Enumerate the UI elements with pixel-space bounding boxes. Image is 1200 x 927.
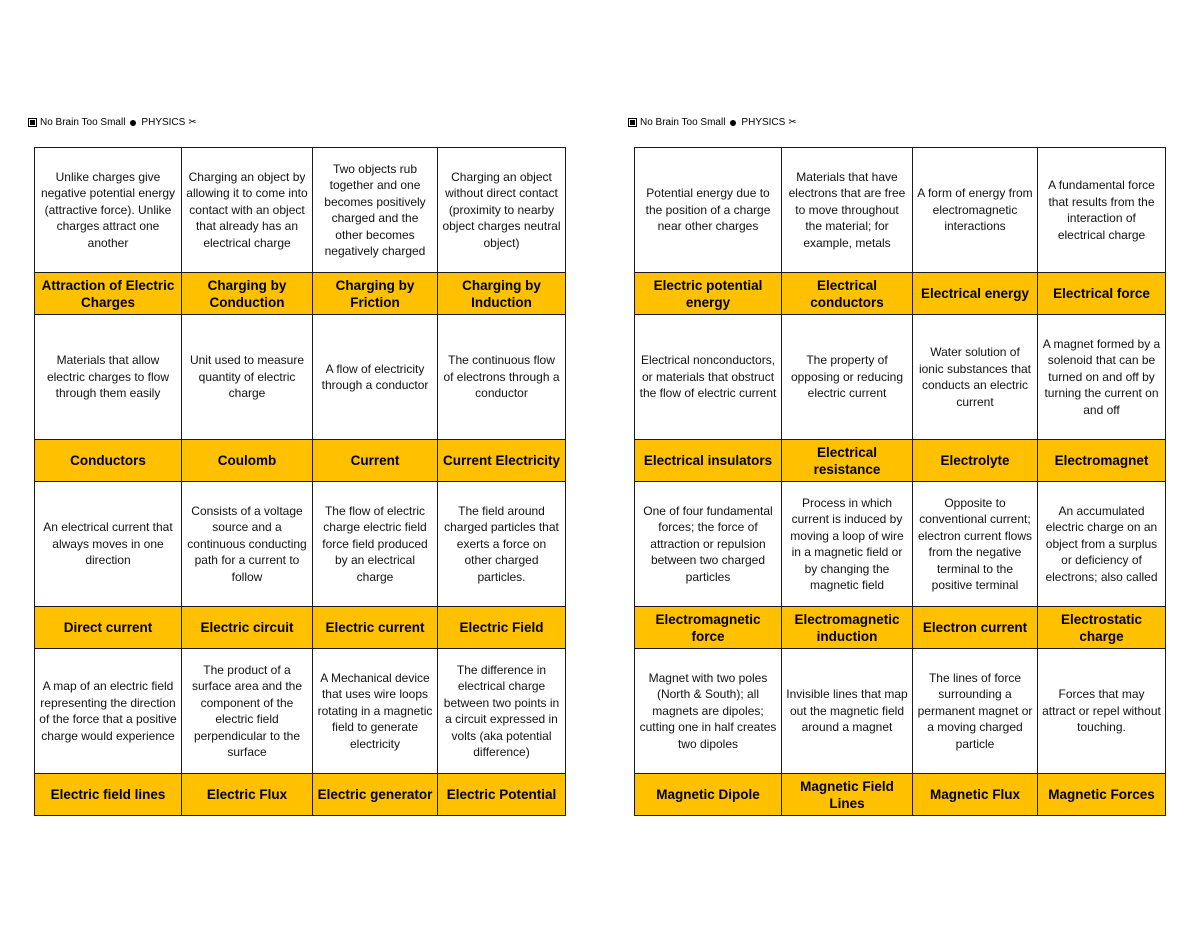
term-row [35, 607, 566, 649]
term-cell: Electrical force [1038, 273, 1166, 315]
term-cell: Electrical resistance [782, 440, 913, 482]
flashcard-grid [34, 147, 566, 816]
term-cell: Electric Potential [438, 774, 566, 816]
term-cell: Attraction of Electric Charges [35, 273, 182, 315]
definition-cell: A Mechanical device that uses wire loops rotating in a magnetic field to generate electricity [313, 649, 438, 774]
definition-row [635, 649, 1166, 774]
definition-row [635, 315, 1166, 440]
term-row [35, 273, 566, 315]
term-cell: Electric current [313, 607, 438, 649]
term-row [635, 607, 1166, 649]
term-cell: Electromagnet [1038, 440, 1166, 482]
definition-cell: A flow of electricity through a conductor [313, 315, 438, 440]
term-cell: Magnetic Flux [913, 774, 1038, 816]
term-cell: Electric generator [313, 774, 438, 816]
header-subject: PHYSICS [741, 117, 786, 128]
definition-cell: The continuous flow of electrons through a conductor [438, 315, 566, 440]
definition-cell: Unit used to measure quantity of electric charge [182, 315, 313, 440]
bullet-icon [730, 120, 736, 126]
definition-row [35, 315, 566, 440]
term-cell: Electromagnetic induction [782, 607, 913, 649]
definition-cell: One of four fundamental forces; the force of attraction or repulsion between two charged particles [635, 482, 782, 607]
term-row [635, 273, 1166, 315]
definition-cell: A magnet formed by a solenoid that can be turned on and off by turning the current on and off [1038, 315, 1166, 440]
term-cell: Magnetic Dipole [635, 774, 782, 816]
definition-cell: Electrical nonconductors, or materials that obstruct the flow of electric current [635, 315, 782, 440]
bullet-icon [130, 120, 136, 126]
definition-cell: The field around charged particles that exerts a force on other charged particles. [438, 482, 566, 607]
term-cell: Electrolyte [913, 440, 1038, 482]
term-cell: Electric Field [438, 607, 566, 649]
definition-cell: Process in which current is induced by moving a loop of wire in a magnetic field or by changing the magnetic field [782, 482, 913, 607]
definition-cell: An electrical current that always moves in one direction [35, 482, 182, 607]
definition-cell: Unlike charges give negative potential energy (attractive force). Unlike charges attract one another [35, 148, 182, 273]
brain-icon [28, 118, 37, 127]
definition-cell: A map of an electric field representing the direction of the force that a positive charge would experience [35, 649, 182, 774]
term-cell: Electric field lines [35, 774, 182, 816]
term-row [35, 774, 566, 816]
definition-cell: A form of energy from electromagnetic interactions [913, 148, 1038, 273]
term-cell: Magnetic Field Lines [782, 774, 913, 816]
definition-cell: The product of a surface area and the component of the electric field perpendicular to the surface [182, 649, 313, 774]
term-cell: Charging by Conduction [182, 273, 313, 315]
definition-row [35, 649, 566, 774]
definition-cell: A fundamental force that results from the interaction of electrical charge [1038, 148, 1166, 273]
definition-cell: Consists of a voltage source and a continuous conducting path for a current to follow [182, 482, 313, 607]
definition-row [35, 148, 566, 273]
term-cell: Conductors [35, 440, 182, 482]
brain-icon [628, 118, 637, 127]
term-cell: Electrical energy [913, 273, 1038, 315]
page-header [628, 117, 797, 128]
term-row [635, 440, 1166, 482]
definition-cell: An accumulated electric charge on an object from a surplus or deficiency of electrons; also called [1038, 482, 1166, 607]
scissors-icon: ✂ [188, 117, 197, 128]
term-cell: Coulomb [182, 440, 313, 482]
term-row [635, 774, 1166, 816]
definition-cell: Forces that may attract or repel without touching. [1038, 649, 1166, 774]
term-cell: Magnetic Forces [1038, 774, 1166, 816]
term-cell: Electric Flux [182, 774, 313, 816]
term-cell: Charging by Induction [438, 273, 566, 315]
term-row [35, 440, 566, 482]
header-subject: PHYSICS [141, 117, 186, 128]
definition-row [635, 482, 1166, 607]
definition-cell: Opposite to conventional current; electron current flows from the negative terminal to the positive terminal [913, 482, 1038, 607]
definition-cell: Invisible lines that map out the magnetic field around a magnet [782, 649, 913, 774]
term-cell: Electric circuit [182, 607, 313, 649]
definition-cell: Magnet with two poles (North & South); all magnets are dipoles; cutting one in half creates two dipoles [635, 649, 782, 774]
term-cell: Current [313, 440, 438, 482]
term-cell: Charging by Friction [313, 273, 438, 315]
definition-cell: Materials that allow electric charges to flow through them easily [35, 315, 182, 440]
term-cell: Electrical conductors [782, 273, 913, 315]
definition-cell: Two objects rub together and one becomes positively charged and the other becomes negatively charged [313, 148, 438, 273]
scissors-icon: ✂ [788, 117, 797, 128]
definition-cell: Potential energy due to the position of a charge near other charges [635, 148, 782, 273]
term-cell: Electric potential energy [635, 273, 782, 315]
definition-cell: Charging an object without direct contact (proximity to nearby object charges neutral object) [438, 148, 566, 273]
term-cell: Current Electricity [438, 440, 566, 482]
term-cell: Electrical insulators [635, 440, 782, 482]
definition-row [35, 482, 566, 607]
definition-cell: Charging an object by allowing it to come into contact with an object that already has an electrical charge [182, 148, 313, 273]
definition-cell: The difference in electrical charge between two points in a circuit expressed in volts (aka potential difference) [438, 649, 566, 774]
header-title: No Brain Too Small [640, 117, 726, 128]
term-cell: Electron current [913, 607, 1038, 649]
definition-cell: Materials that have electrons that are free to move throughout the material; for example, metals [782, 148, 913, 273]
definition-row [635, 148, 1166, 273]
definition-cell: The flow of electric charge electric field force field produced by an electrical charge [313, 482, 438, 607]
header-title: No Brain Too Small [40, 117, 126, 128]
term-cell: Electrostatic charge [1038, 607, 1166, 649]
right-page [600, 0, 1200, 927]
page-header [28, 117, 197, 128]
flashcard-grid [634, 147, 1166, 816]
term-cell: Electromagnetic force [635, 607, 782, 649]
definition-cell: Water solution of ionic substances that conducts an electric current [913, 315, 1038, 440]
term-cell: Direct current [35, 607, 182, 649]
definition-cell: The property of opposing or reducing electric current [782, 315, 913, 440]
definition-cell: The lines of force surrounding a permanent magnet or a moving charged particle [913, 649, 1038, 774]
